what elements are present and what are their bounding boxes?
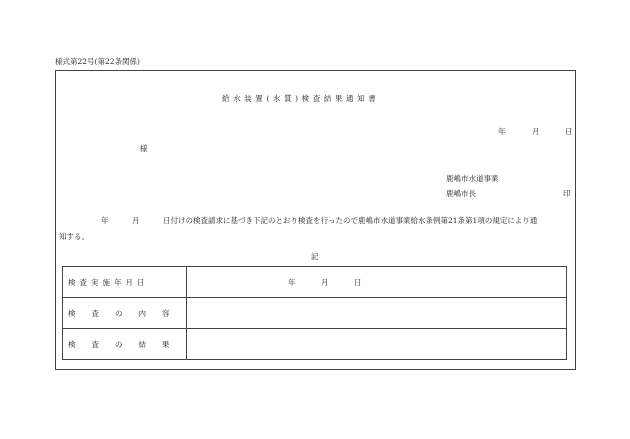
date-month: 月 — [532, 127, 540, 136]
body-line2: 知する。 — [59, 232, 89, 241]
body-line1: 日付けの検査請求に基づき下記のとおり検査を行ったので鹿嶋市水道事業給水条例第21条第1項の規定により通 — [163, 216, 538, 225]
sender-org: 鹿嶋市水道事業 — [446, 174, 499, 183]
record-table — [62, 266, 567, 360]
date-year: 年 — [498, 127, 506, 136]
table-row — [63, 298, 567, 329]
sender-head: 鹿嶋市長 — [446, 189, 476, 198]
inspection-day: 日 — [354, 278, 362, 287]
row-label-result: 検査の結果 — [63, 329, 187, 360]
inspection-month: 月 — [321, 278, 329, 287]
table-row — [63, 329, 567, 360]
table-row — [63, 267, 567, 298]
seal-mark: 印 — [563, 189, 571, 198]
row-label-date: 検査実施年月日 — [63, 267, 187, 298]
row-value-date — [187, 267, 567, 298]
body-month: 月 — [132, 216, 140, 225]
body-year: 年 — [101, 216, 109, 225]
date-day: 日 — [565, 127, 573, 136]
row-value-content — [187, 298, 567, 329]
document-title: 給水装置(水質)検査結果通知書 — [222, 94, 380, 103]
row-value-result — [187, 329, 567, 360]
addressee-suffix: 様 — [140, 144, 148, 153]
ki-label: 記 — [311, 252, 319, 261]
form-number: 様式第22号(第22条関係) — [55, 57, 140, 66]
row-label-content: 検査の内容 — [63, 298, 187, 329]
inspection-year: 年 — [288, 278, 296, 287]
